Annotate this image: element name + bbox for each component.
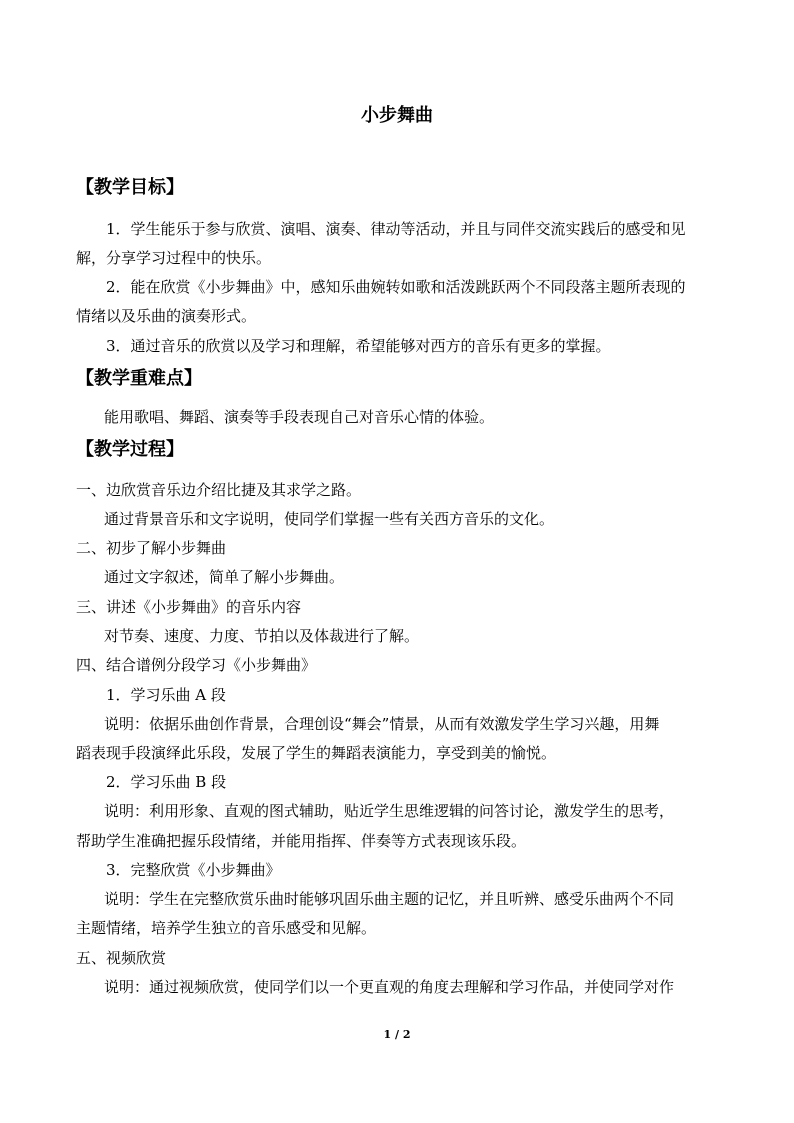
process-step-4-2-title: 2．学习乐曲 B 段	[106, 773, 227, 791]
page-title: 小步舞曲	[361, 105, 433, 126]
process-step-4-3-line-1: 说明：学生在完整欣赏乐曲时能够巩固乐曲主题的记忆，并且听辨、感受乐曲两个不同	[104, 890, 675, 908]
goal-item-2-line-1: 2．能在欣赏《小步舞曲》中，感知乐曲婉转如歌和活泼跳跃两个不同段落主题所表现的	[106, 278, 686, 296]
process-step-5-line-1: 说明：通过视频欣赏，使同学们以一个更直观的角度去理解和学习作品，并使同学对作	[104, 978, 675, 996]
process-step-1-text: 通过背景音乐和文字说明，使同学们掌握一些有关西方音乐的文化。	[104, 510, 555, 528]
process-step-4-1-line-2: 蹈表现手段演绎此乐段，发展了学生的舞蹈表演能力，享受到美的愉悦。	[76, 744, 557, 762]
process-step-5-title: 五、视频欣赏	[76, 949, 167, 967]
process-step-3-title: 三、讲述《小步舞曲》的音乐内容	[76, 598, 302, 616]
process-step-2-text: 通过文字叙述，简单了解小步舞曲。	[104, 568, 345, 586]
process-step-4-3-title: 3．完整欣赏《小步舞曲》	[106, 861, 281, 879]
process-step-4-3-line-2: 主题情绪，培养学生独立的音乐感受和见解。	[76, 919, 377, 937]
goal-item-1-line-1: 1．学生能乐于参与欣赏、演唱、演奏、律动等活动，并且与同伴交流实践后的感受和见	[106, 220, 686, 238]
section-heading-difficulty: 【教学重难点】	[76, 368, 202, 389]
process-step-4-1-line-1: 说明：依据乐曲创作背景，合理创设“舞会”情景，从而有效激发学生学习兴趣，用舞	[104, 715, 660, 733]
process-step-2-title: 二、初步了解小步舞曲	[76, 539, 227, 557]
difficulty-text: 能用歌唱、舞蹈、演奏等手段表现自己对音乐心情的体验。	[104, 408, 495, 426]
goal-item-2-line-2: 情绪以及乐曲的演奏形式。	[76, 307, 257, 325]
section-heading-process: 【教学过程】	[76, 439, 184, 460]
process-step-4-title: 四、结合谱例分段学习《小步舞曲》	[76, 656, 317, 674]
goal-item-1-line-2: 解，分享学习过程中的快乐。	[76, 249, 272, 267]
goal-item-3-line-1: 3．通过音乐的欣赏以及学习和理解，希望能够对西方的音乐有更多的掌握。	[106, 337, 611, 355]
process-step-4-2-line-1: 说明：利用形象、直观的图式辅助，贴近学生思维逻辑的问答讨论，激发学生的思考，	[104, 802, 675, 820]
process-step-4-1-title: 1．学习乐曲 A 段	[106, 686, 226, 704]
process-step-3-text: 对节奏、速度、力度、节拍以及体裁进行了解。	[104, 627, 420, 645]
process-step-4-2-line-2: 帮助学生准确把握乐段情绪，并能用指挥、伴奏等方式表现该乐段。	[76, 832, 527, 850]
section-heading-goals: 【教学目标】	[76, 177, 184, 198]
page-number: 1 / 2	[383, 1028, 411, 1041]
process-step-1-title: 一、边欣赏音乐边介绍比捷及其求学之路。	[76, 481, 362, 499]
